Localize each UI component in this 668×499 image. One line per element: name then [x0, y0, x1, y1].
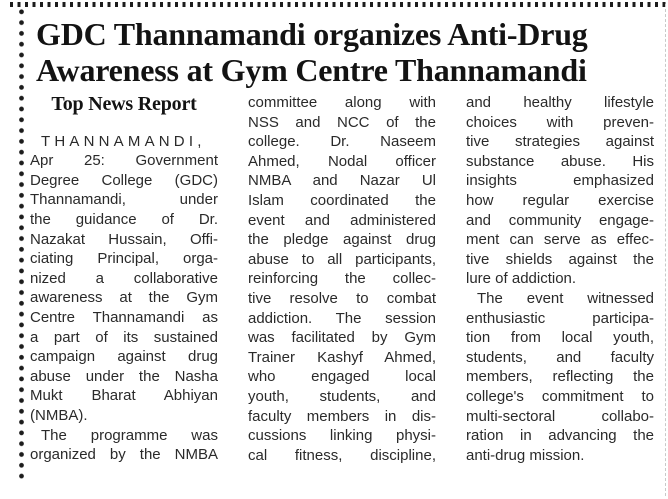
article-column-3 — [466, 93, 654, 465]
article-line: members, reflecting the — [466, 368, 654, 386]
article-line: was facilitated by Gym — [248, 329, 436, 347]
article-line: anti-drug mission. — [466, 446, 585, 464]
article-line: multi-sectoral collabo- — [466, 407, 654, 425]
article-line: faculty members in dis- — [248, 407, 436, 425]
article-line: tive strategies against — [466, 133, 654, 151]
article-line: Apr 25: Government — [30, 152, 218, 170]
article-line: event and administered — [248, 211, 436, 229]
article-line: cal fitness, discipline, — [248, 446, 436, 464]
article-line: (NMBA). — [30, 406, 88, 424]
article-line: The programme was — [41, 426, 218, 444]
article-line: ration in advancing the — [466, 427, 654, 445]
article-column-1 — [30, 93, 218, 465]
article-line: Islam coordinated the — [248, 191, 436, 209]
article-line: Trainer Kashyf Ahmed, — [248, 348, 436, 366]
article-line: addiction. The session — [248, 309, 436, 327]
article-line: ment can serve as effec- — [466, 231, 654, 249]
article-line: reinforcing the collec- — [248, 270, 436, 288]
article-line: tion from local youth, — [466, 329, 654, 347]
article-line: Thannamandi, under — [30, 191, 218, 209]
article-line: Nazakat Hussain, Offi- — [30, 230, 218, 248]
article-line: NSS and NCC of the — [248, 113, 436, 131]
headline-line-2: Awareness at Gym Centre Thannamandi — [36, 52, 587, 88]
article-line: the pledge against drug — [248, 231, 436, 249]
article-line: ciating Principal, orga- — [30, 250, 218, 268]
article-body — [30, 93, 654, 465]
left-dotted-border — [19, 9, 25, 483]
article-line: tive resolve to combat — [248, 289, 436, 307]
article-line: who engaged local — [248, 368, 436, 386]
top-dotted-border — [10, 2, 668, 7]
article-line: organized by the NMBA — [30, 446, 218, 464]
article-line: Centre Thannamandi as — [30, 308, 218, 326]
article-line: a part of its sustained — [30, 328, 218, 346]
headline — [36, 16, 661, 88]
article-line: the guidance of Dr. — [30, 210, 218, 228]
article-line: committee along with — [248, 94, 436, 111]
article-line: abuse to all participants, — [248, 250, 436, 268]
article-line: and community engage- — [466, 211, 654, 229]
article-line: Ahmed, Nodal officer — [248, 152, 436, 170]
article-column-2 — [248, 93, 436, 465]
article-line: THANNAMANDI, — [41, 132, 206, 150]
article-line: college. Dr. Naseem — [248, 133, 436, 151]
article-line: Degree College (GDC) — [30, 171, 218, 189]
article-line: cussions linking physi- — [248, 427, 436, 445]
article-line: abuse under the Nasha — [30, 367, 218, 385]
article-line: Mukt Bharat Abhiyan — [30, 387, 218, 405]
article-line: enthusiastic participa- — [466, 309, 654, 327]
article-line: nized a collaborative — [30, 269, 218, 287]
article-line: campaign against drug — [30, 348, 218, 366]
article-line: The event witnessed — [477, 289, 654, 307]
article-line: college's commitment to — [466, 387, 654, 405]
article-line: students, and faculty — [466, 348, 654, 366]
byline: Top News Report — [51, 93, 197, 115]
right-edge-line — [665, 4, 666, 496]
article-line: tive shields against the — [466, 250, 654, 268]
article-line: lure of addiction. — [466, 270, 577, 288]
headline-line-1: GDC Thannamandi organizes Anti-Drug — [36, 16, 588, 52]
article-line: youth, students, and — [248, 387, 436, 405]
article-line: how regular exercise — [466, 191, 654, 209]
article-line: and healthy lifestyle — [466, 94, 654, 111]
article-line: insights emphasized — [466, 172, 654, 190]
article-line: NMBA and Nazar Ul — [248, 172, 436, 190]
article-line: awareness at the Gym — [30, 289, 218, 307]
article-line: choices with preven- — [466, 113, 654, 131]
article-line: substance abuse. His — [466, 152, 654, 170]
